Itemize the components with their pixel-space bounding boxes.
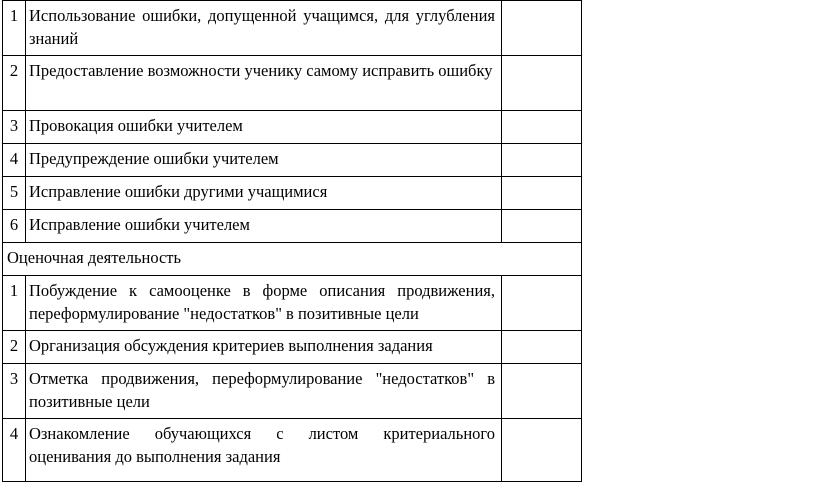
table-row (3, 276, 582, 331)
table-row (3, 144, 582, 177)
empty-cell (502, 144, 582, 177)
row-text: Использование ошибки, допущенной учащимся, для углубления знаний (26, 1, 502, 56)
table-row (3, 177, 582, 210)
table-row (3, 1, 582, 56)
row-number: 1 (3, 1, 26, 56)
empty-cell (502, 364, 582, 419)
row-text: Побуждение к самооценке в форме описания продвижения, переформулирование "недостатков" в позитивные цели (26, 276, 502, 331)
table-row (3, 56, 582, 111)
empty-cell (502, 276, 582, 331)
empty-cell (502, 210, 582, 243)
section-title: Оценочная деятельность (3, 243, 582, 276)
row-number: 4 (3, 144, 26, 177)
empty-cell (502, 1, 582, 56)
row-text: Предупреждение ошибки учителем (26, 144, 502, 177)
row-text: Провокация ошибки учителем (26, 111, 502, 144)
row-text: Исправление ошибки учителем (26, 210, 502, 243)
row-number: 1 (3, 276, 26, 331)
empty-cell (502, 177, 582, 210)
row-number: 5 (3, 177, 26, 210)
row-text: Ознакомление обучающихся с листом критериального оценивания до выполнения задания (26, 419, 502, 482)
table-row (3, 331, 582, 364)
row-text: Отметка продвижения, переформулирование "недостатков" в позитивные цели (26, 364, 502, 419)
table-row (3, 210, 582, 243)
row-number: 2 (3, 56, 26, 111)
table-row (3, 419, 582, 482)
row-number: 2 (3, 331, 26, 364)
table-row (3, 111, 582, 144)
section-row (3, 243, 582, 276)
row-number: 3 (3, 111, 26, 144)
empty-cell (502, 331, 582, 364)
criteria-table (2, 0, 582, 482)
row-number: 4 (3, 419, 26, 482)
row-number: 6 (3, 210, 26, 243)
empty-cell (502, 419, 582, 482)
row-text: Предоставление возможности ученику самому исправить ошибку (26, 56, 502, 111)
row-number: 3 (3, 364, 26, 419)
empty-cell (502, 111, 582, 144)
row-text: Исправление ошибки другими учащимися (26, 177, 502, 210)
row-text: Организация обсуждения критериев выполнения задания (26, 331, 502, 364)
table-row (3, 364, 582, 419)
empty-cell (502, 56, 582, 111)
